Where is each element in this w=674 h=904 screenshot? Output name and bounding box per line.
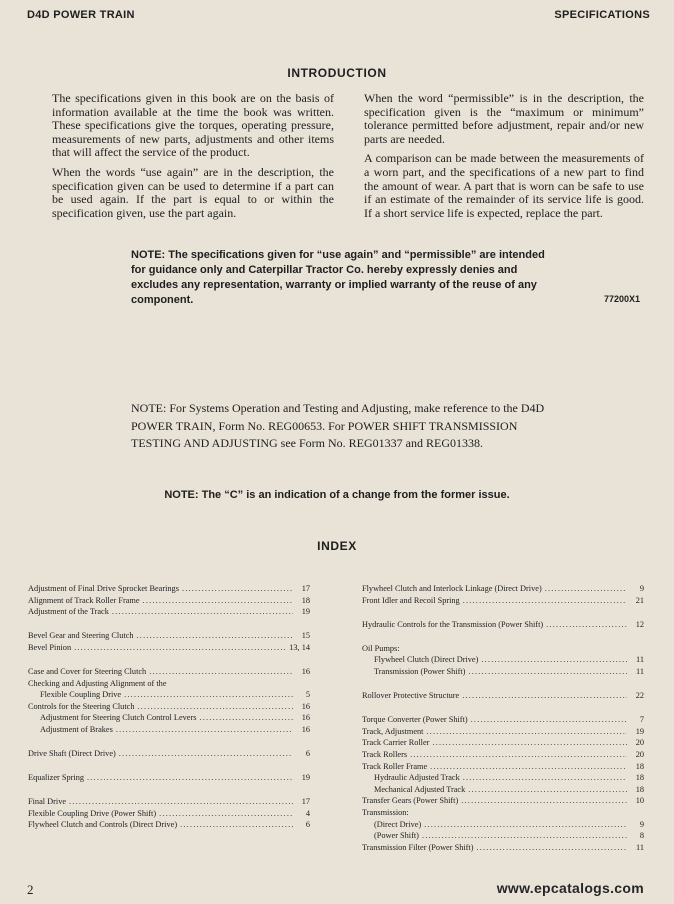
intro-paragraph: A comparison can be made between the measurements of a worn part, and the specifications of a new part to find the amount of wear. A part that is worn can be safe to use if an estimate of the remainder of its service life is good. If a short service life is expected, replace the part. (364, 151, 644, 220)
index-dot-leader (74, 642, 286, 654)
index-entry-page: 6 (305, 820, 310, 830)
index-dot-leader (468, 784, 627, 796)
index-group (28, 772, 310, 784)
index-dot-leader (410, 749, 627, 761)
index-dot-leader (426, 726, 627, 738)
running-header-right: SPECIFICATIONS (554, 9, 650, 21)
index-entry-page: 4 (305, 808, 310, 818)
index-group (362, 619, 644, 631)
reference-note: NOTE: For Systems Operation and Testing and Adjusting, make reference to the D4D POWER TRAIN, Form No. REG00653. For POWER SHIFT TRANSMISSION TESTING AND ADJUSTING see Form No. REG01337 and REG01338. (131, 401, 545, 450)
index-entry (28, 772, 310, 784)
index-entry-page: 17 (301, 584, 310, 593)
index-entry (28, 595, 310, 607)
index-entry (28, 748, 310, 760)
index-entry-title: Track Roller Frame (362, 761, 428, 771)
index-entry-title: Flexible Coupling Drive (Power Shift) (28, 808, 157, 818)
index-entry (28, 606, 310, 618)
index-dot-leader (476, 842, 627, 854)
index-dot-leader (463, 595, 627, 607)
index-entry-title: Track, Adjustment (362, 726, 424, 736)
index-group (362, 690, 644, 702)
index-dot-leader (462, 690, 627, 702)
index-entry-title: Transmission (Power Shift) (374, 666, 466, 676)
index-entry-title: Case and Cover for Steering Clutch (28, 666, 147, 676)
index-dot-leader (481, 654, 627, 666)
form-code: 77200X1 (603, 294, 640, 304)
index-entry-title: (Power Shift) (374, 831, 419, 841)
index-left-column (28, 583, 310, 844)
index-entry (28, 808, 310, 820)
index-entry-title: Track Carrier Roller (362, 738, 430, 748)
index-entry-page: 20 (635, 749, 644, 759)
index-entry-page: 11 (636, 666, 644, 676)
index-entry-page: 17 (301, 797, 310, 807)
index-entry-page: 18 (635, 773, 644, 783)
index-entry (28, 678, 310, 690)
index-group (28, 748, 310, 760)
index-entry (362, 830, 644, 842)
index-entry-page: 18 (635, 784, 644, 794)
index-entry-title: Equalizer Spring (28, 773, 84, 783)
index-entry-title: Torque Converter (Power Shift) (362, 715, 468, 725)
index-entry (362, 737, 644, 749)
change-indicator-note: NOTE: The “C” is an indication of a change from the former issue. (164, 489, 510, 501)
index-entry-title: Final Drive (28, 797, 67, 807)
index-entry-title: Bevel Pinion (28, 642, 72, 652)
index-group (28, 583, 310, 618)
index-entry-page: 15 (301, 631, 310, 641)
index-entry-title: Drive Shaft (Direct Drive) (28, 749, 116, 759)
index-dot-leader (463, 772, 627, 784)
index-dot-leader (422, 830, 627, 842)
index-entry (28, 701, 310, 713)
index-entry-title: Front Idler and Recoil Spring (362, 595, 460, 605)
index-dot-leader (545, 583, 627, 595)
warranty-note: NOTE: The specifications given for “use again” and “permissible” are intended for guidance only and Caterpillar Tractor Co. hereby expressly denies and excludes any representation, warranty or implied warranty of the reuse of any component. (131, 249, 545, 306)
index-entry (362, 643, 644, 655)
index-dot-leader (143, 595, 293, 607)
index-entry-page: 11 (636, 655, 644, 665)
index-group (362, 643, 644, 678)
index-entry-title: Adjustment of Brakes (40, 724, 113, 734)
index-entry-page: 19 (301, 607, 310, 617)
index-entry-page: 16 (301, 713, 310, 723)
index-title: INDEX (317, 539, 357, 553)
index-entry (28, 642, 310, 654)
index-dot-leader (180, 819, 293, 831)
index-dot-leader (87, 772, 293, 784)
index-entry-page: 19 (635, 726, 644, 736)
index-entry (28, 583, 310, 595)
index-entry-title: Flywheel Clutch and Interlock Linkage (Direct Drive) (362, 584, 542, 593)
website-watermark: www.epcatalogs.com (496, 880, 644, 896)
index-entry-title: Flexible Coupling Drive (40, 690, 122, 700)
index-entry-page: 16 (301, 701, 310, 711)
index-entry-page: 6 (305, 749, 310, 759)
index-entry-page: 9 (639, 584, 644, 593)
intro-paragraph: When the word “permissible” is in the description, the specification given is the “maximum or minimum” tolerance permitted before adjustment, repair and/or new parts are needed. (364, 91, 644, 146)
index-entry-title: Oil Pumps: (362, 643, 400, 653)
index-entry-title: Hydraulic Adjusted Track (374, 773, 460, 783)
index-entry-page: 18 (301, 595, 310, 605)
index-entry-title: Hydraulic Controls for the Transmission (Power Shift) (362, 619, 544, 629)
index-entry-title: Flywheel Clutch and Controls (Direct Drive) (28, 820, 178, 830)
index-entry-page: 22 (635, 691, 644, 701)
index-entry (362, 795, 644, 807)
index-group (28, 796, 310, 831)
index-dot-leader (546, 619, 627, 631)
index-entry-page: 11 (636, 842, 644, 852)
index-entry (362, 819, 644, 831)
index-entry-page: 16 (301, 724, 310, 734)
index-entry-title: Transfer Gears (Power Shift) (362, 796, 459, 806)
index-entry (362, 784, 644, 796)
index-dot-leader (471, 714, 627, 726)
index-entry-title: Adjustment of Final Drive Sprocket Bearings (28, 584, 179, 593)
index-dot-leader (424, 819, 627, 831)
introduction-title: INTRODUCTION (287, 66, 387, 80)
index-entry-title: Adjustment for Steering Clutch Control Levers (40, 713, 197, 723)
index-entry (362, 772, 644, 784)
index-entry (28, 630, 310, 642)
introduction-left-column (52, 92, 334, 226)
index-dot-leader (432, 737, 627, 749)
index-entry-page: 21 (635, 595, 644, 605)
index-entry-page: 19 (301, 773, 310, 783)
index-entry-title: Mechanical Adjusted Track (374, 784, 466, 794)
index-entry-page: 9 (639, 819, 644, 829)
index-entry (362, 842, 644, 854)
index-entry-title: Bevel Gear and Steering Clutch (28, 631, 134, 641)
index-entry (362, 726, 644, 738)
index-entry-title: Rollover Protective Structure (362, 691, 460, 701)
index-dot-leader (137, 701, 293, 713)
index-entry (362, 654, 644, 666)
index-right-column (362, 583, 644, 866)
index-entry-title: Alignment of Track Roller Frame (28, 595, 140, 605)
index-entry-title: Controls for the Steering Clutch (28, 701, 135, 711)
index-entry (362, 619, 644, 631)
page-number: 2 (27, 882, 34, 897)
index-entry (28, 689, 310, 701)
index-entry-title: (Direct Drive) (374, 819, 422, 829)
index-entry-page: 12 (635, 619, 644, 629)
index-entry (362, 761, 644, 773)
index-group (28, 666, 310, 736)
index-dot-leader (124, 689, 293, 701)
index-entry-page: 10 (635, 796, 644, 806)
index-entry-page: 13, 14 (289, 642, 310, 652)
index-group (28, 630, 310, 653)
index-entry-page: 20 (635, 738, 644, 748)
index-dot-leader (137, 630, 293, 642)
index-dot-leader (149, 666, 293, 678)
index-dot-leader (430, 761, 627, 773)
index-entry-title: Transmission: (362, 807, 409, 817)
intro-paragraph: The specifications given in this book are on the basis of information available at the time the book was written. These specifications give the torques, operating pressure, measurements of new parts, adjustments and other items that will affect the service of the product. (52, 91, 334, 160)
index-entry (28, 712, 310, 724)
index-entry-page: 16 (301, 666, 310, 676)
index-entry (362, 690, 644, 702)
index-group (362, 583, 644, 606)
index-dot-leader (182, 583, 293, 595)
index-entry (28, 724, 310, 736)
index-entry-page: 7 (639, 715, 644, 725)
index-entry (362, 807, 644, 819)
index-entry (28, 819, 310, 831)
index-entry-title: Adjustment of the Track (28, 607, 109, 617)
index-dot-leader (69, 796, 293, 808)
index-entry (362, 749, 644, 761)
index-group (362, 714, 644, 853)
index-entry-title: Flywheel Clutch (Direct Drive) (374, 655, 479, 665)
index-entry (28, 796, 310, 808)
index-dot-leader (116, 724, 293, 736)
index-dot-leader (468, 666, 627, 678)
index-dot-leader (119, 748, 293, 760)
index-dot-leader (199, 712, 293, 724)
index-entry (362, 714, 644, 726)
index-entry-page: 18 (635, 761, 644, 771)
index-entry-title: Checking and Adjusting Alignment of the (28, 678, 167, 688)
index-entry (362, 666, 644, 678)
index-entry-title: Transmission Filter (Power Shift) (362, 842, 474, 852)
index-entry-page: 8 (639, 831, 644, 841)
index-dot-leader (112, 606, 293, 618)
introduction-right-column (364, 92, 644, 226)
intro-paragraph: When the words “use again” are in the description, the specification given can be used to determine if a part can be used again. If the part is equal to or within the specification given, use the part again. (52, 164, 334, 220)
index-entry (362, 595, 644, 607)
index-entry (28, 666, 310, 678)
index-entry-page: 5 (305, 690, 310, 700)
running-header-left: D4D POWER TRAIN (27, 9, 135, 21)
index-dot-leader (159, 808, 293, 820)
index-entry-title: Track Rollers (362, 749, 408, 759)
index-entry (362, 583, 644, 595)
index-dot-leader (461, 795, 627, 807)
